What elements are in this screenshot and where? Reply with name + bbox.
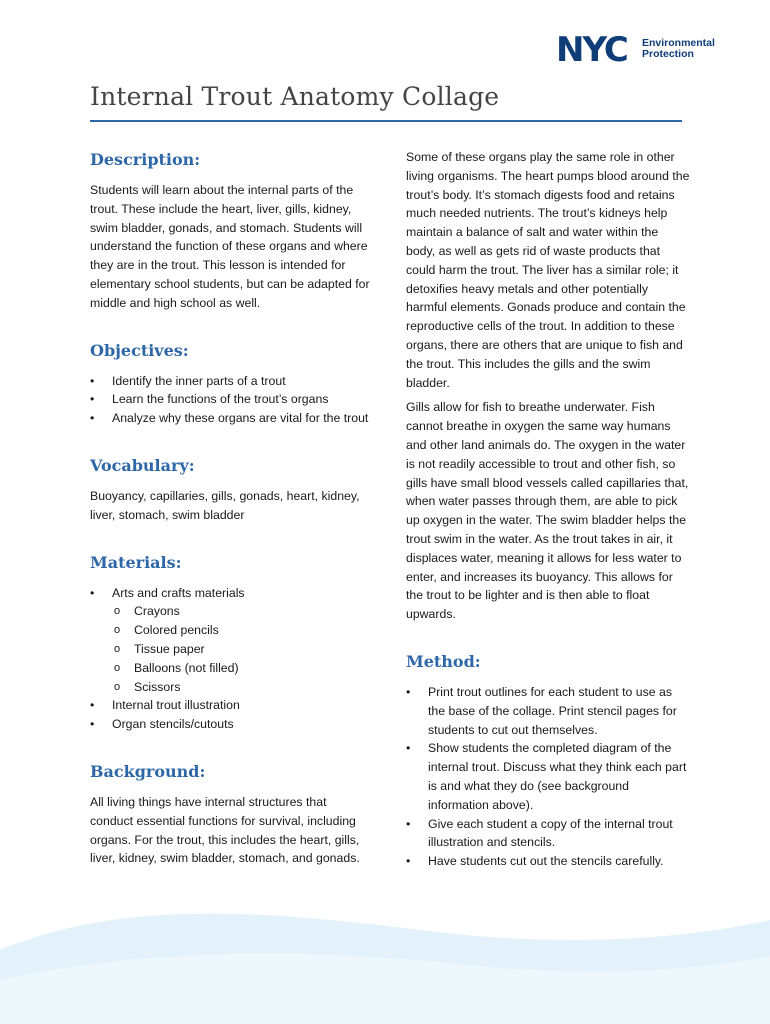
list-item: o Colored pencils: [90, 621, 370, 640]
title-divider: [90, 120, 682, 122]
list-item: o Tissue paper: [90, 640, 370, 659]
list-item: • Analyze why these organs are vital for the trout: [90, 409, 370, 428]
objectives-heading: Objectives:: [90, 340, 189, 360]
method-list: [406, 683, 690, 871]
description-section: [90, 148, 370, 313]
materials-section: [90, 551, 370, 734]
materials-list-continued: [90, 696, 370, 734]
objectives-list: [90, 372, 370, 428]
list-item: o Scissors: [90, 678, 370, 697]
agency-name: [642, 38, 715, 60]
decorative-wave: [0, 890, 770, 1024]
list-item: o Balloons (not filled): [90, 659, 370, 678]
list-item: • Learn the functions of the trout’s organs: [90, 390, 370, 409]
right-column: [406, 148, 690, 897]
background-heading: Background:: [90, 761, 206, 781]
method-heading: Method:: [406, 651, 481, 671]
description-text: Students will learn about the internal parts of the trout. These include the heart, liver, gills, kidney, swim bladder, gonads, and stomach. Students will understand the function of these organs and where they are in the trout. This lesson is intended for elementary school students, but can be adapted for middle and high school as well.: [90, 183, 370, 310]
nyc-environmental-protection-logo: [556, 30, 716, 64]
list-item: o Crayons: [90, 602, 370, 621]
materials-sublist: [90, 602, 370, 696]
agency-name-line1: Environmental: [642, 37, 715, 49]
vocabulary-text: Buoyancy, capillaries, gills, gonads, heart, kidney, liver, stomach, swim bladder: [90, 488, 360, 522]
vocabulary-heading: Vocabulary:: [90, 455, 195, 475]
method-section: [406, 650, 690, 871]
objectives-section: [90, 339, 370, 428]
svg-text:NYC: NYC: [556, 30, 627, 64]
list-item: • Have students cut out the stencils carefully.: [406, 852, 690, 871]
background-text-continued: Some of these organs play the same role in other living organisms. The heart pumps blood around the trout’s body. It’s stomach digests food and retains much needed nutrients. The trout’s kidneys help maintain a balance of salt and water within the body, as well as gets rid of waste products that could harm the trout. The liver has a similar role; it detoxifies heavy metals and other potentially harmful elements. Gonads produce and contain the reproductive cells of the trout. In addition to these organs, there are others that are unique to fish and the trout. This includes the gills and the swim bladder.: [406, 150, 690, 390]
gills-paragraph: Gills allow for fish to breathe underwater. Fish cannot breathe in oxygen the same way humans and other land animals do. The oxygen in the water is not readily accessible to trout and other fish, so gills have small blood vessels called capillaries that, when water passes through them, are able to pick up oxygen in the water. The swim bladder helps the trout swim in the water. As the trout takes in air, it displaces water, meaning it allows for less water to enter, and increases its buoyancy. This allows for the trout to be lighter and is then able to float upwards.: [406, 400, 689, 622]
list-item: • Identify the inner parts of a trout: [90, 372, 370, 391]
list-item: • Give each student a copy of the internal trout illustration and stencils.: [406, 815, 690, 853]
materials-heading: Materials:: [90, 552, 182, 572]
background-text: All living things have internal structures that conduct essential functions for survival, including organs. For the trout, this includes the heart, gills, liver, kidney, swim bladder, stomach, and gonads.: [90, 794, 360, 866]
background-section: [90, 760, 370, 868]
nyc-logo-icon: [556, 30, 636, 64]
list-item: • Show students the completed diagram of the internal trout. Discuss what they think each part is and what they do (see background information above).: [406, 739, 690, 814]
left-column: [90, 148, 370, 894]
vocabulary-section: [90, 454, 370, 525]
list-item: • Arts and crafts materials: [90, 584, 370, 603]
agency-name-line2: Protection: [642, 48, 694, 60]
description-heading: Description:: [90, 150, 201, 169]
list-item: • Print trout outlines for each student to use as the base of the collage. Print stencil pages for students to cut out themselves.: [406, 683, 690, 739]
list-item: • Internal trout illustration: [90, 696, 370, 715]
materials-list: [90, 584, 370, 603]
list-item: • Organ stencils/cutouts: [90, 715, 370, 734]
page-title: Internal Trout Anatomy Collage: [90, 82, 500, 111]
